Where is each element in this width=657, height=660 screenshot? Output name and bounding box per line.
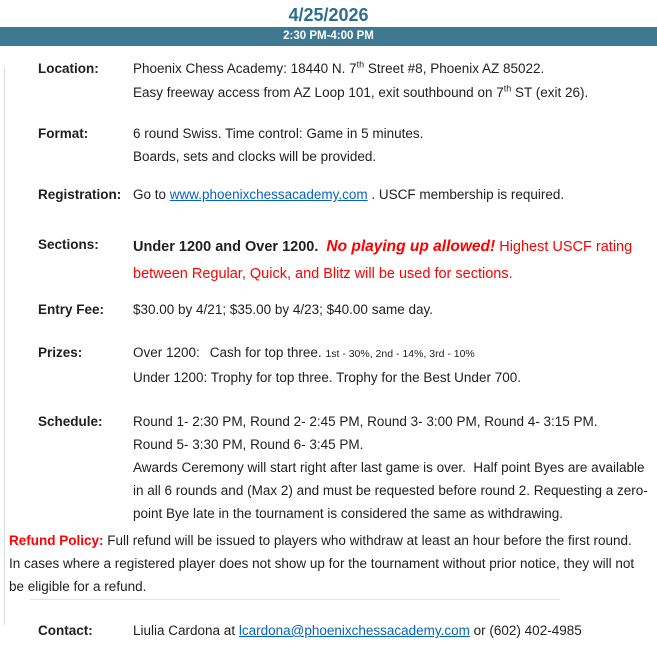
sections-rating-note: Highest USCF rating between Regular, Quick, and Blitz will be used for sections. — [133, 239, 633, 282]
contact-phone: or (602) 402-4985 — [469, 623, 582, 638]
schedule-label: Schedule: — [38, 414, 103, 429]
prizes-label: Prizes: — [38, 345, 83, 360]
location-line-1 — [133, 57, 648, 81]
location-address: Phoenix Chess Academy: 18440 N. 7 — [133, 61, 357, 76]
location-label: Location: — [38, 61, 99, 76]
location-line-2 — [133, 81, 648, 105]
schedule-byes-paragraph: Awards Ceremony will start right after last game is over. Half point Byes are available in all 6 rounds and (Max 2) and must be requested before round 2. Requesting a zero-point Bye late in the tournament is considered the same as withdrawing. — [133, 460, 648, 521]
location-directions-rest: ST (exit 26). — [511, 85, 589, 100]
sections-names: Under 1200 and Over 1200. — [133, 239, 319, 255]
sections-value — [133, 233, 648, 288]
sections-warning: No playing up allowed! — [326, 238, 496, 255]
prizes-percentages: 1st - 30%, 2nd - 14%, 3rd - 10% — [325, 348, 475, 360]
refund-policy-text: Full refund will be issued to players who withdraw at least an hour before the first round. In cases where a registered player does not show up for the tournament without prior notice, they will not be eligible for a refund. — [9, 533, 635, 594]
section-divider — [30, 599, 560, 600]
sections-row — [8, 233, 648, 288]
contact-label: Contact: — [38, 623, 93, 638]
contact-value — [133, 619, 648, 642]
ordinal-superscript: th — [356, 59, 365, 70]
contact-row — [8, 619, 648, 642]
location-address-rest: Street #8, Phoenix AZ 85022. — [364, 61, 545, 76]
prizes-line-2: Under 1200: Trophy for top three. Trophy for the Best Under 700. — [133, 370, 521, 385]
format-label: Format: — [38, 126, 89, 141]
time-range-bar — [0, 27, 657, 46]
time-range-text: 2:30 PM-4:00 PM — [283, 30, 374, 42]
entry-fee-row — [8, 298, 648, 321]
schedule-row — [8, 410, 648, 525]
refund-policy-label: Refund Policy: — [9, 533, 104, 548]
prizes-value — [133, 341, 648, 389]
registration-value — [133, 183, 648, 206]
prizes-line-1 — [133, 341, 648, 366]
sections-label: Sections: — [38, 237, 99, 252]
event-date: 4/25/2026 — [288, 5, 369, 25]
schedule-value — [133, 410, 648, 525]
registration-text-rest: . USCF membership is required. — [367, 187, 565, 202]
contact-name: Liulia Cardona at — [133, 623, 239, 638]
format-line-2: Boards, sets and clocks will be provided. — [133, 149, 377, 164]
document-body — [0, 57, 657, 642]
location-row — [8, 57, 648, 105]
ordinal-superscript: th — [503, 83, 512, 94]
registration-label: Registration: — [38, 187, 122, 202]
format-value — [133, 122, 648, 168]
schedule-rounds-2: Round 5- 3:30 PM, Round 6- 3:45 PM. — [133, 437, 364, 452]
format-line-1: 6 round Swiss. Time control: Game in 5 minutes. — [133, 126, 424, 141]
contact-email-link[interactable]: lcardona@phoenixchessacademy.com — [238, 623, 470, 638]
registration-row — [8, 183, 648, 206]
location-value — [133, 57, 648, 105]
prizes-over-section: Over 1200: — [133, 345, 200, 360]
prizes-row — [8, 341, 648, 389]
schedule-rounds-1: Round 1- 2:30 PM, Round 2- 2:45 PM, Round 3- 3:00 PM, Round 4- 3:15 PM. — [133, 414, 598, 429]
location-directions: Easy freeway access from AZ Loop 101, exit southbound on 7 — [133, 85, 504, 100]
refund-policy-paragraph — [8, 529, 648, 598]
registration-text: Go to — [133, 187, 170, 202]
format-row — [8, 122, 648, 168]
prizes-over-text: Cash for top three. — [209, 345, 326, 360]
registration-website-link[interactable]: www.phoenixchessacademy.com — [169, 187, 368, 202]
entry-fee-value: $30.00 by 4/21; $35.00 by 4/23; $40.00 same day. — [133, 302, 433, 317]
entry-fee-label: Entry Fee: — [38, 302, 105, 317]
